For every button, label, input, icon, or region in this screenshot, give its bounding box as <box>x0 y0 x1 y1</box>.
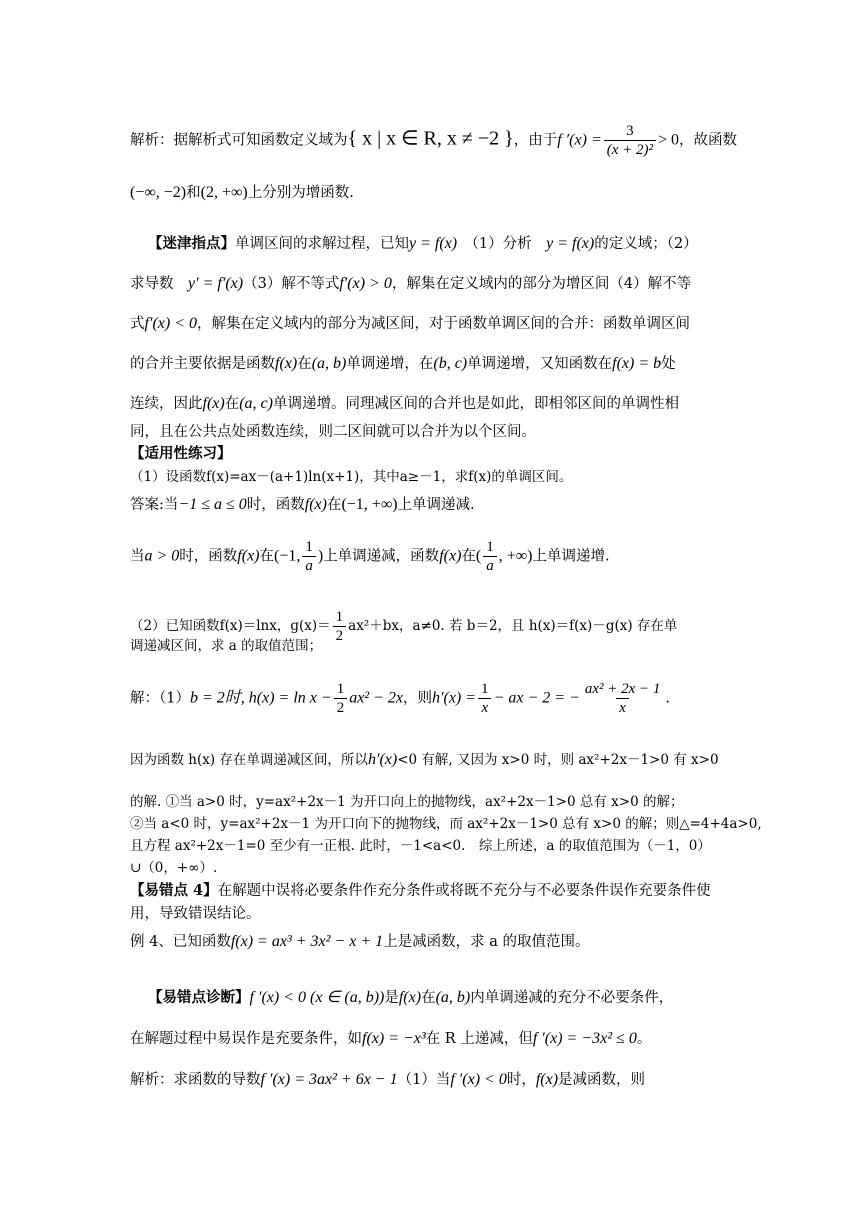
solution-line-3 <box>130 792 730 812</box>
inequality: > 0 <box>658 131 680 149</box>
text: 处 <box>661 356 676 372</box>
text: ，由于 <box>513 132 558 149</box>
text: 用，导致错误结论。 <box>130 906 261 922</box>
text: ，则 <box>402 690 432 707</box>
text: 调递减区间，求 a 的取值范围； <box>130 638 323 654</box>
solution-final <box>130 1070 730 1090</box>
text: 上单调递减，函数 <box>323 548 440 565</box>
math: (a, b) <box>435 989 471 1006</box>
analysis-line-2 <box>130 183 730 203</box>
denominator: (x + 2)² <box>604 140 656 159</box>
solution-line-4 <box>130 814 762 834</box>
text: 连续，因此 <box>130 396 203 412</box>
text: （1）当 <box>397 1072 451 1088</box>
text: 在解题过程中易误作是充要条件，如 <box>130 1031 362 1047</box>
text: 是 <box>384 990 399 1006</box>
text: . <box>665 690 671 707</box>
section-heading: 【迷津指点】 <box>148 235 235 252</box>
tips-line-6 <box>130 422 730 442</box>
text: 内单调递减的充分不必要条件， <box>470 990 674 1006</box>
text: 求导数 <box>130 276 174 292</box>
math: f ′(x) < 0 (x ∈ (a, b)) <box>249 989 385 1006</box>
fraction <box>302 538 316 575</box>
text: 时，函数 <box>179 548 238 565</box>
interval: (−∞, −2) <box>130 184 187 201</box>
section-heading: 【易错点 4】 <box>130 882 218 899</box>
text: 答案:当 <box>130 497 179 513</box>
text: <0 有解, 又因为 x>0 时，则 ax²+2x－1>0 有 x>0 <box>397 752 719 768</box>
text: 解析：求函数的导数 <box>130 1072 261 1088</box>
numerator: 1 <box>481 681 489 697</box>
math: −1 ≤ a ≤ 0 <box>178 496 247 513</box>
practice-heading <box>130 444 730 464</box>
math: f(x) <box>237 547 260 565</box>
text: 解析：据解析式可知函数定义域为 <box>130 132 348 149</box>
math: h′(x) = <box>431 689 477 707</box>
solution-line-1 <box>130 680 730 717</box>
text: 时，函数 <box>246 497 305 513</box>
text: 在 <box>259 548 274 565</box>
practice-a1 <box>130 495 730 515</box>
solution-line-6 <box>130 858 730 878</box>
text: 上单调递增. <box>532 548 610 565</box>
derivative-expr: f ′(x) = <box>557 131 602 149</box>
fraction <box>582 680 664 717</box>
practice-q2-line2 <box>130 636 730 656</box>
denominator: x <box>478 698 491 717</box>
text: 是减函数，则 <box>558 1072 646 1088</box>
text: 上是减函数，求 a 的取值范围。 <box>383 934 590 950</box>
fraction <box>334 680 348 717</box>
section-heading: 【适用性练习】 <box>130 445 232 462</box>
math: (b, c) <box>433 355 468 372</box>
text: 。 <box>636 1031 652 1047</box>
math: f(x) <box>304 496 327 513</box>
fraction <box>483 538 497 575</box>
text: （3）解不等式 <box>243 276 340 292</box>
tips-line-5 <box>130 394 730 414</box>
math: ) <box>317 547 324 565</box>
text: 当 <box>130 548 145 565</box>
practice-a2 <box>130 538 730 575</box>
tips-line-3 <box>130 314 730 334</box>
math: , +∞) <box>498 547 533 565</box>
math: f(x) = ax³ + 3x² − x + 1 <box>230 933 384 950</box>
solution-line-5 <box>130 836 730 856</box>
numerator: ax² + 2x − 1 <box>584 681 661 697</box>
text: 单调区间的求解过程，已知 <box>235 236 409 252</box>
diagnosis-line-1 <box>148 988 748 1008</box>
math: f(x) <box>398 989 422 1006</box>
numerator: 3 <box>626 123 634 139</box>
example4 <box>130 932 730 952</box>
denominator: 2 <box>333 626 347 645</box>
math: f ′(x) = 3ax² + 6x − 1 <box>260 1071 398 1088</box>
text: ②当 a<0 时，y=ax²+2x－1 为开口向下的抛物线，而 ax²+2x－1>0 总有 x>0 的解；则△=4+4a>0, <box>130 816 762 832</box>
tips-line-2 <box>130 274 730 294</box>
text: 在 R 上递减，但 <box>425 1031 533 1047</box>
text: 在解题中误将必要条件作充分条件或将既不充分与不必要条件误作充要条件使 <box>217 883 711 899</box>
numerator: 1 <box>335 609 344 625</box>
math: ax² − 2x <box>349 689 403 707</box>
text: 解：（1） <box>130 690 190 707</box>
math: (a, b) <box>311 355 347 372</box>
text: ∪（0，+∞）. <box>130 860 218 876</box>
math: f ′(x) < 0 <box>450 1071 507 1088</box>
interval: (2, +∞) <box>200 184 248 201</box>
numerator: 1 <box>305 539 313 555</box>
text: 在 <box>461 548 476 565</box>
text: 且方程 ax²+2x－1=0 至少有一正根. 此时，－1<a<0. 综上所述，a 的取值范围为（－1，0） <box>130 838 711 854</box>
text: 在 <box>421 990 436 1006</box>
text: 式 <box>130 316 145 332</box>
text: ，解集在定义域内的部分为减区间，对于函数单调区间的合并：函数单调区间 <box>197 316 690 332</box>
math: f(x) <box>439 547 462 565</box>
text: 例 4、已知函数 <box>130 934 231 950</box>
denominator: 2 <box>334 698 348 717</box>
analysis-line-1 <box>130 122 738 159</box>
text: 单调递增，在 <box>346 356 434 372</box>
math: h′(x) <box>367 751 398 768</box>
fraction <box>604 122 656 159</box>
text: 的定义域；（2） <box>594 236 698 252</box>
text: （1）设函数f(x)=ax－(a+1)ln(x+1)，其中a≥－1，求f(x)的单调区间。 <box>130 469 573 485</box>
practice-q1 <box>130 467 730 487</box>
text: 时， <box>506 1072 536 1088</box>
diagnosis-line-2 <box>130 1029 730 1049</box>
numerator: 1 <box>486 539 494 555</box>
fraction <box>478 680 492 717</box>
error4-line-1 <box>130 881 730 901</box>
text: ，故函数 <box>679 132 738 149</box>
math: a > 0 <box>144 547 180 565</box>
denominator: a <box>483 556 497 575</box>
numerator: 1 <box>336 681 345 697</box>
text: 同，且在公共点处函数连续，则二区间就可以合并为以个区间。 <box>130 424 536 440</box>
text: 在 <box>224 396 240 412</box>
math: f ′(x) = −3x² ≤ 0 <box>532 1030 637 1047</box>
section-heading: 【易错点诊断】 <box>148 989 250 1006</box>
text: ax²＋bx，a≠0. 若 b＝2，且 h(x)＝f(x)－g(x) 存在单 <box>348 618 678 634</box>
math: (−1, +∞) <box>341 496 398 513</box>
text: 单调递增。同理减区间的合并也是如此，即相邻区间的单调性相 <box>272 396 679 412</box>
math: f(x) <box>202 395 225 412</box>
math: y = f(x) <box>409 235 458 252</box>
text: 和 <box>186 185 201 201</box>
text: 的解. ①当 a>0 时，y=ax²+2x－1 为开口向上的抛物线，ax²+2x－1>0 总有 x>0 的解； <box>130 794 684 810</box>
math: (a, c) <box>239 395 273 412</box>
text: f(x)＝lnx，g(x)＝ <box>219 618 331 634</box>
text: （2）已知函数 <box>130 618 220 634</box>
math: ( <box>475 547 482 565</box>
text: 因为函数 h(x) 存在单调递减区间，所以 <box>130 752 368 768</box>
math: f(x) <box>535 1071 559 1088</box>
math: y = f(x) <box>546 235 595 252</box>
math: (−1, <box>274 547 301 565</box>
math: f′(x) > 0 <box>339 275 392 292</box>
math: f(x) = −x³ <box>362 1030 426 1047</box>
tips-line-1 <box>148 234 748 254</box>
math: f(x) <box>275 355 298 372</box>
math: b = 2时, h(x) = ln x − <box>189 689 332 707</box>
text: 上分别为增函数. <box>247 185 354 201</box>
text: ，解集在定义域内的部分为增区间（4）解不等 <box>391 276 692 292</box>
text: （1）分析 <box>471 236 532 252</box>
text: 单调递增，又知函数在 <box>467 356 613 372</box>
text: 在 <box>326 497 342 513</box>
math: − ax − 2 = − <box>493 689 580 707</box>
error4-line-2 <box>130 904 730 924</box>
domain-set: { x | x ∈ R, x ≠ −2 } <box>347 127 514 150</box>
text: 的合并主要依据是函数 <box>130 356 275 372</box>
math: y′ = f′(x) <box>188 275 244 292</box>
denominator: a <box>302 556 316 575</box>
text: 上单调递减. <box>397 497 475 513</box>
denominator: x <box>616 698 629 717</box>
math: f(x) = b <box>612 355 662 372</box>
math: f′(x) < 0 <box>144 315 197 332</box>
solution-line-2 <box>130 750 730 770</box>
tips-line-4 <box>130 354 730 374</box>
text: 在 <box>297 356 312 372</box>
